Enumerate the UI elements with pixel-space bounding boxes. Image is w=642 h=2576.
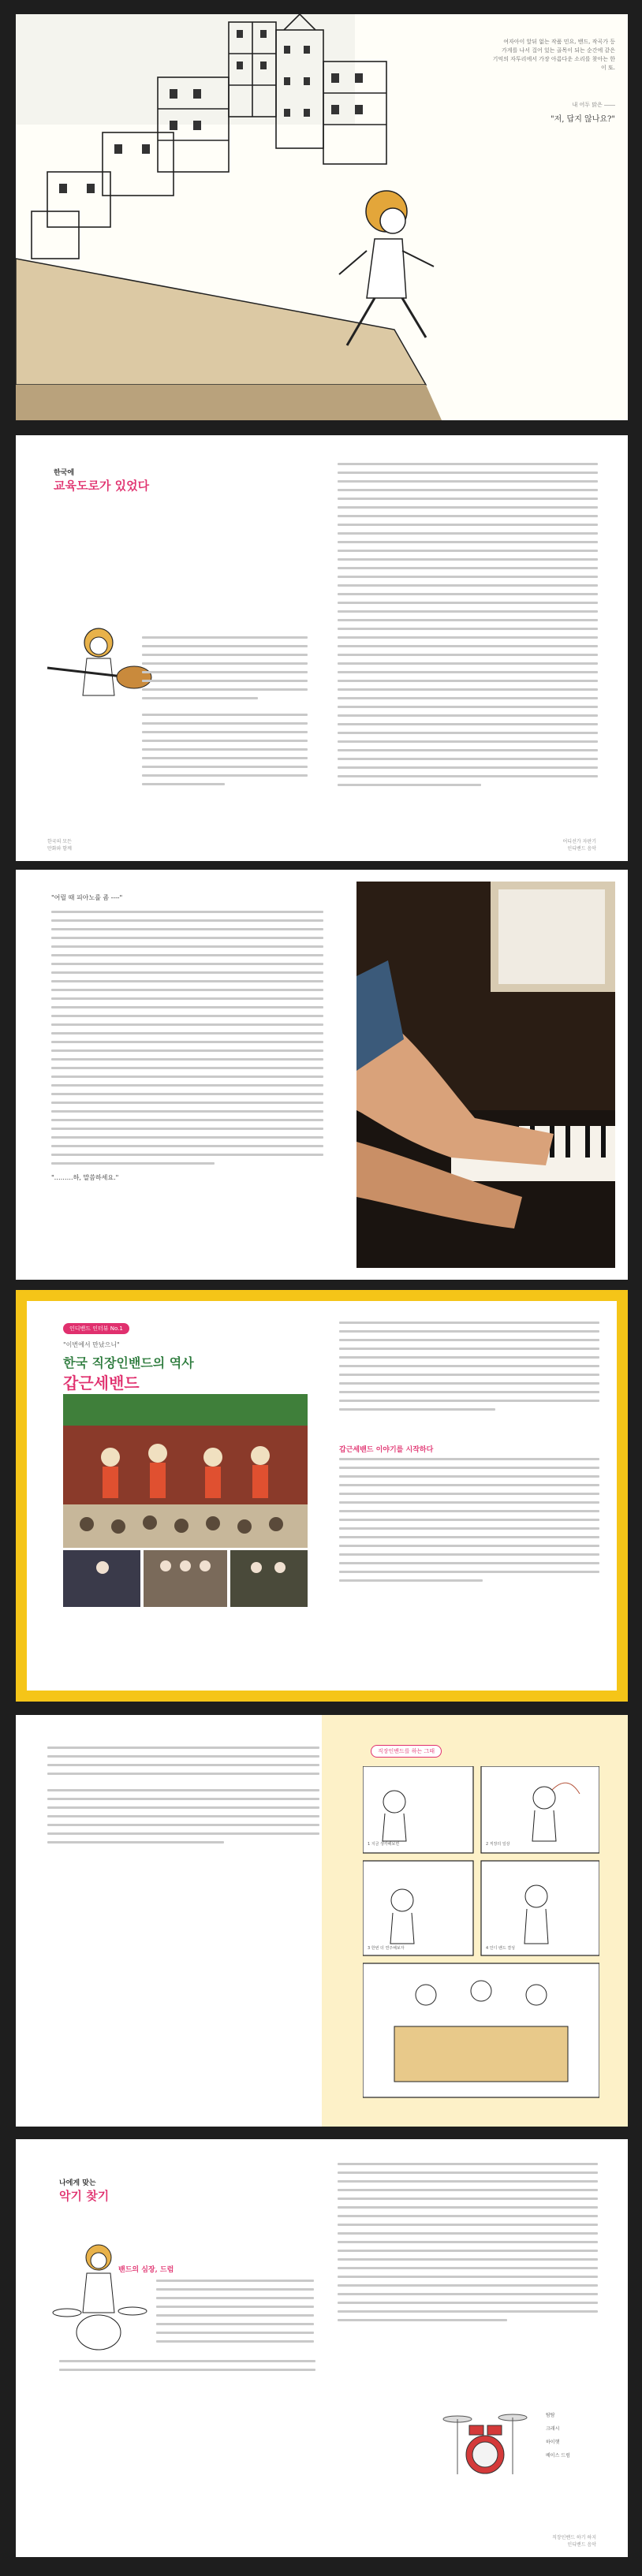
piano-photo — [356, 882, 615, 1268]
left-page-text — [47, 1747, 319, 1850]
section-title-line1: 나에게 맞는 — [59, 2179, 96, 2187]
spread-2 — [16, 435, 628, 861]
hero-quote: "저, 답지 않나요?" — [550, 115, 615, 124]
dialog-close: "………하, 말씀하세요." — [51, 1174, 119, 1181]
drum-label-tom: 탐탐 — [546, 2413, 555, 2418]
city-illustration — [16, 14, 628, 420]
article-intro-text — [339, 1322, 599, 1417]
section-title-line1: 한국에 — [54, 469, 75, 477]
drum-label-hihat: 하이햇 — [546, 2440, 560, 2445]
dialog-open: "어릴 때 피아노를 좀 ----" — [51, 894, 123, 901]
comic-tag: 직장인밴드를 하는 그때 — [371, 1745, 442, 1758]
spread-4 — [16, 1290, 628, 1702]
comic-caption-1: 1 지금 생각해보면 — [368, 1842, 400, 1847]
comic-caption-2: 2 직장의 일상 — [486, 1842, 510, 1847]
right-page-text — [338, 2163, 598, 2328]
series-tag: 인디밴드 인터뷰 No.1 — [63, 1323, 129, 1334]
spread-1 — [16, 14, 628, 420]
left-page-text-2 — [59, 2360, 315, 2377]
section-title-line2: 악기 찾기 — [59, 2189, 110, 2203]
footer-right: 어디선가 자판기 인디밴드 음악 — [562, 839, 596, 852]
left-page-text — [156, 2280, 314, 2349]
article-body-text — [339, 1458, 599, 1588]
section-title — [59, 2177, 109, 2204]
spread-5 — [16, 1715, 628, 2127]
section-title-line2: 교육도로가 있었다 — [54, 479, 150, 493]
drum-subhead: 밴드의 심장, 드럼 — [118, 2266, 174, 2274]
dialog-text — [51, 911, 323, 1171]
comic-caption-4: 4 인디 밴드 결성 — [486, 1946, 515, 1951]
spread-6 — [16, 2139, 628, 2557]
right-page-text — [338, 463, 598, 792]
drum-label-bass: 베이스 드럼 — [546, 2453, 570, 2459]
article-title-line2: 갑근세밴드 — [63, 1374, 140, 1392]
drum-kit-diagram — [434, 2403, 536, 2482]
footer-left: 한국의 모든 만화와 함께 — [47, 839, 72, 852]
drum-label-crash: 크래시 — [546, 2426, 560, 2432]
kicker: "이번에서 만났으니" — [63, 1341, 120, 1348]
band-photos — [63, 1394, 308, 1607]
drummer-illustration — [47, 2242, 150, 2360]
comic-caption-3: 3 한번 더 연주해보자 — [368, 1946, 405, 1951]
comic-illustration — [363, 1766, 599, 2105]
left-page-text — [142, 636, 308, 792]
spread-3 — [16, 870, 628, 1280]
section-title — [54, 467, 149, 494]
intro-text: 여자아이 앞뒤 없는 작품 민요, 밴드, 작곡가 등 가게를 나서 걸어 있는 골목이 되는 순간에 같은 기억의 자투리에서 가장 아름다운 소리를 찾아는 한이 또. — [492, 39, 615, 71]
article-title-line1: 한국 직장인밴드의 역사 — [63, 1355, 194, 1370]
guitar-girl-illustration — [39, 621, 158, 707]
footer-right: 직장인밴드 하기 하지 인디밴드 음악 — [552, 2535, 596, 2548]
speaker-label: 내 어두 맑은 ―― — [572, 102, 615, 108]
article-subhead: 갑근세밴드 이야기를 시작하다 — [339, 1446, 434, 1454]
